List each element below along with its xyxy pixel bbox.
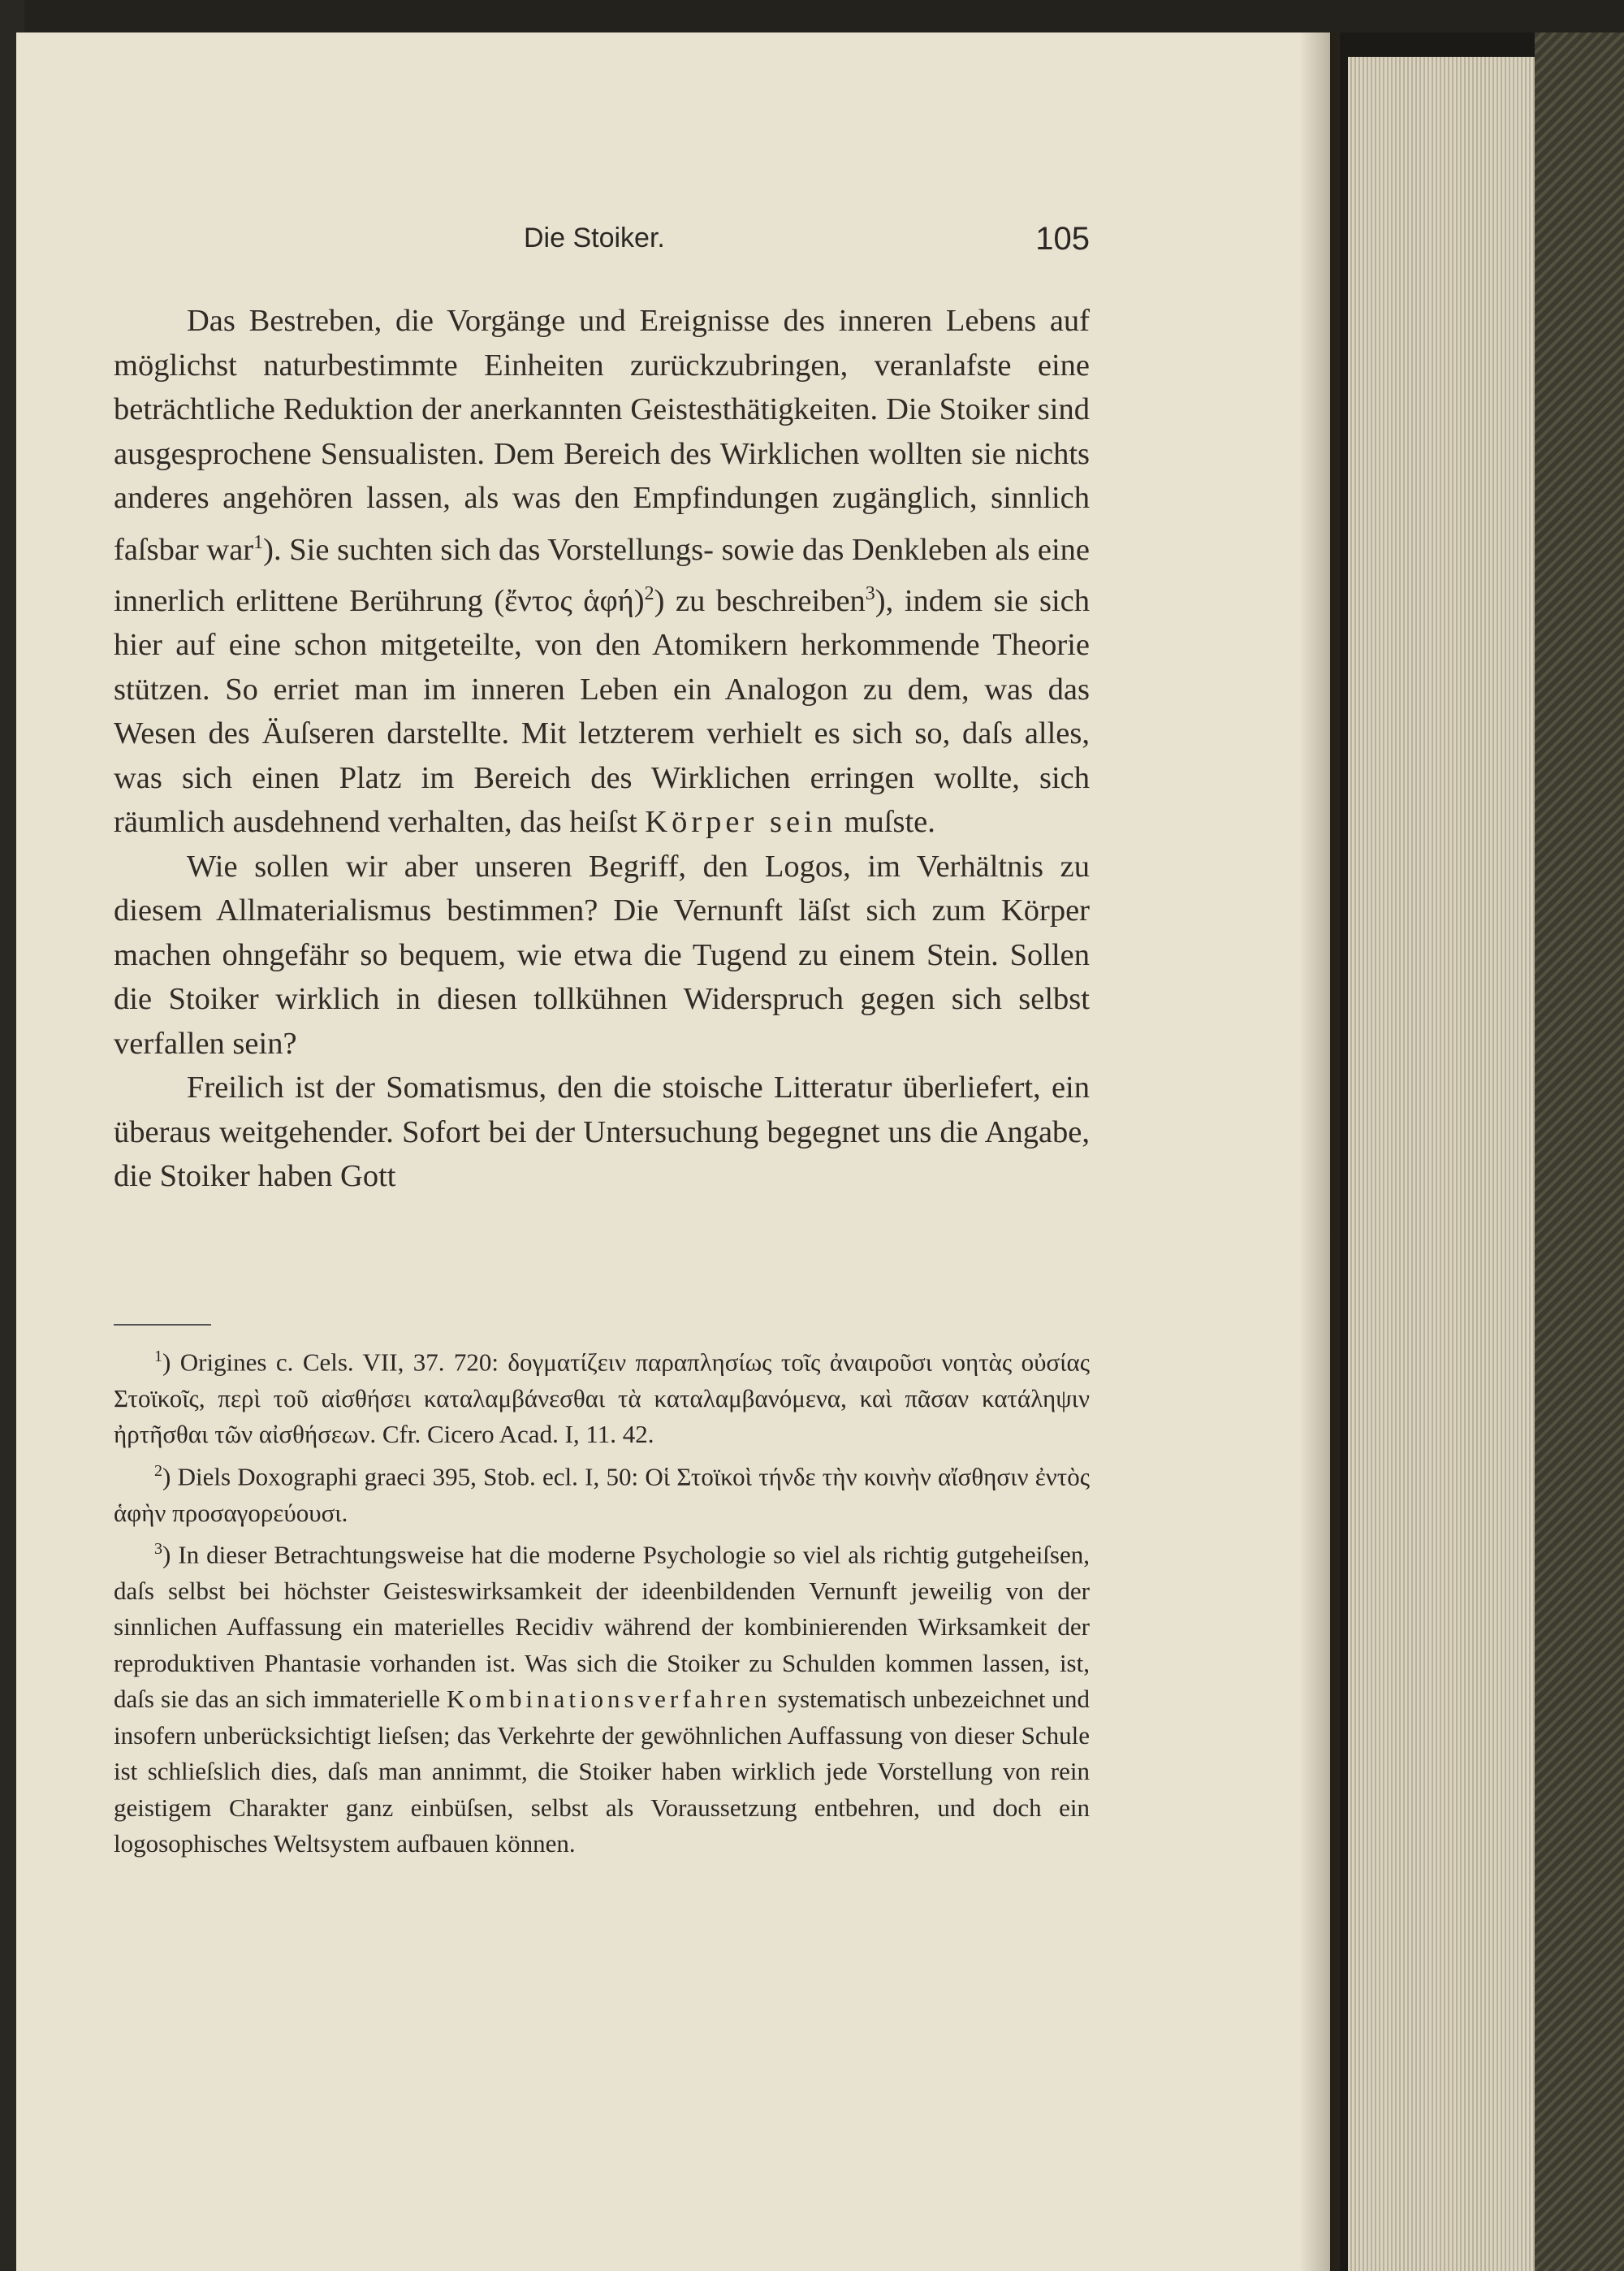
footnote-2: $^2$) Diels Doxographi graeci 395, Stob. ecl. I, 50: Οἱ Στοϊκοὶ τήνδε τὴν κοινὴν αἴσθησιν ἐντὸς ἁφὴν προσαγορεύουσι.	[114, 1461, 1090, 1527]
main-text	[114, 299, 1090, 1199]
paragraph-2: Wie sollen wir aber unseren Begriff, den Logos, im Verhältnis zu diesem Allmaterialismus bestimmen? Die Vernunft läſst sich zum Körper machen ohngefähr so bequem, wie etwa die Tugend zu einem Stein. Sollen die Stoiker wirklich in diesen tollkühnen Widerspruch gegen sich selbst verfallen sein?	[114, 849, 1090, 1061]
emphasis-spaced: Körper sein	[645, 805, 836, 840]
running-title: Die Stoiker.	[524, 223, 665, 253]
footnote-ref-3: 3	[865, 582, 875, 604]
footnote-rule	[114, 1324, 211, 1326]
footnote-1: $^1$) Origines c. Cels. VII, 37. 720: δογματίζειν παραπλησίως τοῖς ἀναιροῦσι νοητὰς οὐσίας Στοϊκοῖς, περὶ τοῦ αἰσθήσει καταλαμβάνεσθαι τὰ καταλαμβανόμενα, καὶ πᾶσαν κατάληψιν ἠρτῆσθαι τῶν αἰσθήσεων. Cfr. Cicero Acad. I, 11. 42.	[114, 1347, 1090, 1449]
footnote-ref-1: 1	[253, 531, 264, 553]
scan-background-top	[0, 0, 1624, 32]
gutter-shadow	[1299, 32, 1340, 2271]
book-cover-edge	[1535, 32, 1624, 2271]
page-edges	[1348, 57, 1535, 2271]
footnotes	[114, 1339, 1090, 1862]
paragraph-1: Das Bestreben, die Vorgänge und Ereignisse des inneren Lebens auf möglichst naturbestimmte Einheiten zurückzubringen, veranlafste eine beträchtliche Reduktion der anerkannten Geistesthätigkeiten. Die Stoiker sind ausgesprochene Sensualisten. Dem Bereich des Wirklichen wollten sie nichts anderes angehören lassen, als was den Empfindungen zugänglich, sinnlich faſsbar war$^1$). Sie suchten sich das Vorstellungs- sowie das Denkleben als eine innerlich erlittene Berührung (ἔντος ἁφή)$^2$) zu beschreiben$^3$), indem sie sich hier auf eine schon mitgeteilte, von den Atomikern herkommende Theorie stützen. So erriet man im inneren Leben ein Analogon zu dem, was das Wesen des Äuſseren darstellte. Mit letzterem verhielt es sich so, daſs alles, was sich einen Platz im Bereich des Wirklichen erringen wollte, sich räumlich ausdehnend verhalten, das heiſst Körper sein muſste.	[114, 304, 1090, 840]
page-header	[114, 221, 1090, 270]
footnote-3: $^3$) In dieser Betrachtungsweise hat die moderne Psychologie so viel als richtig gutgeheiſsen, daſs selbst bei höchster Geisteswirksamkeit der ideenbildenden Vernunft jeweilig von der sinnlichen Auffassung ein materielles Recidiv während der kombinierenden Wirksamkeit der reproduktiven Phantasie vorhanden ist. Was sich die Stoiker zu Schulden kommen lassen, ist, daſs sie das an sich immaterielle Kombinationsverfahren systematisch unbezeichnet und insofern unberücksichtigt lieſsen; das Verkehrte der gewöhnlichen Auffassung von dieser Schule ist schlieſslich dies, daſs man annimmt, die Stoiker haben wirklich jede Vorstellung von rein geistigem Charakter ganz einbüſsen, selbst als Voraussetzung entbehren, und doch ein logosophisches Weltsystem aufbauen können.	[114, 1540, 1091, 1858]
footnote-ref-2: 2	[644, 582, 654, 604]
paragraph-3: Freilich ist der Somatismus, den die stoische Litteratur überliefert, ein überaus weitgehender. Sofort bei der Untersuchung begegnet uns die Angabe, die Stoiker haben Gott	[114, 1071, 1090, 1194]
page-number: 105	[1035, 221, 1090, 257]
